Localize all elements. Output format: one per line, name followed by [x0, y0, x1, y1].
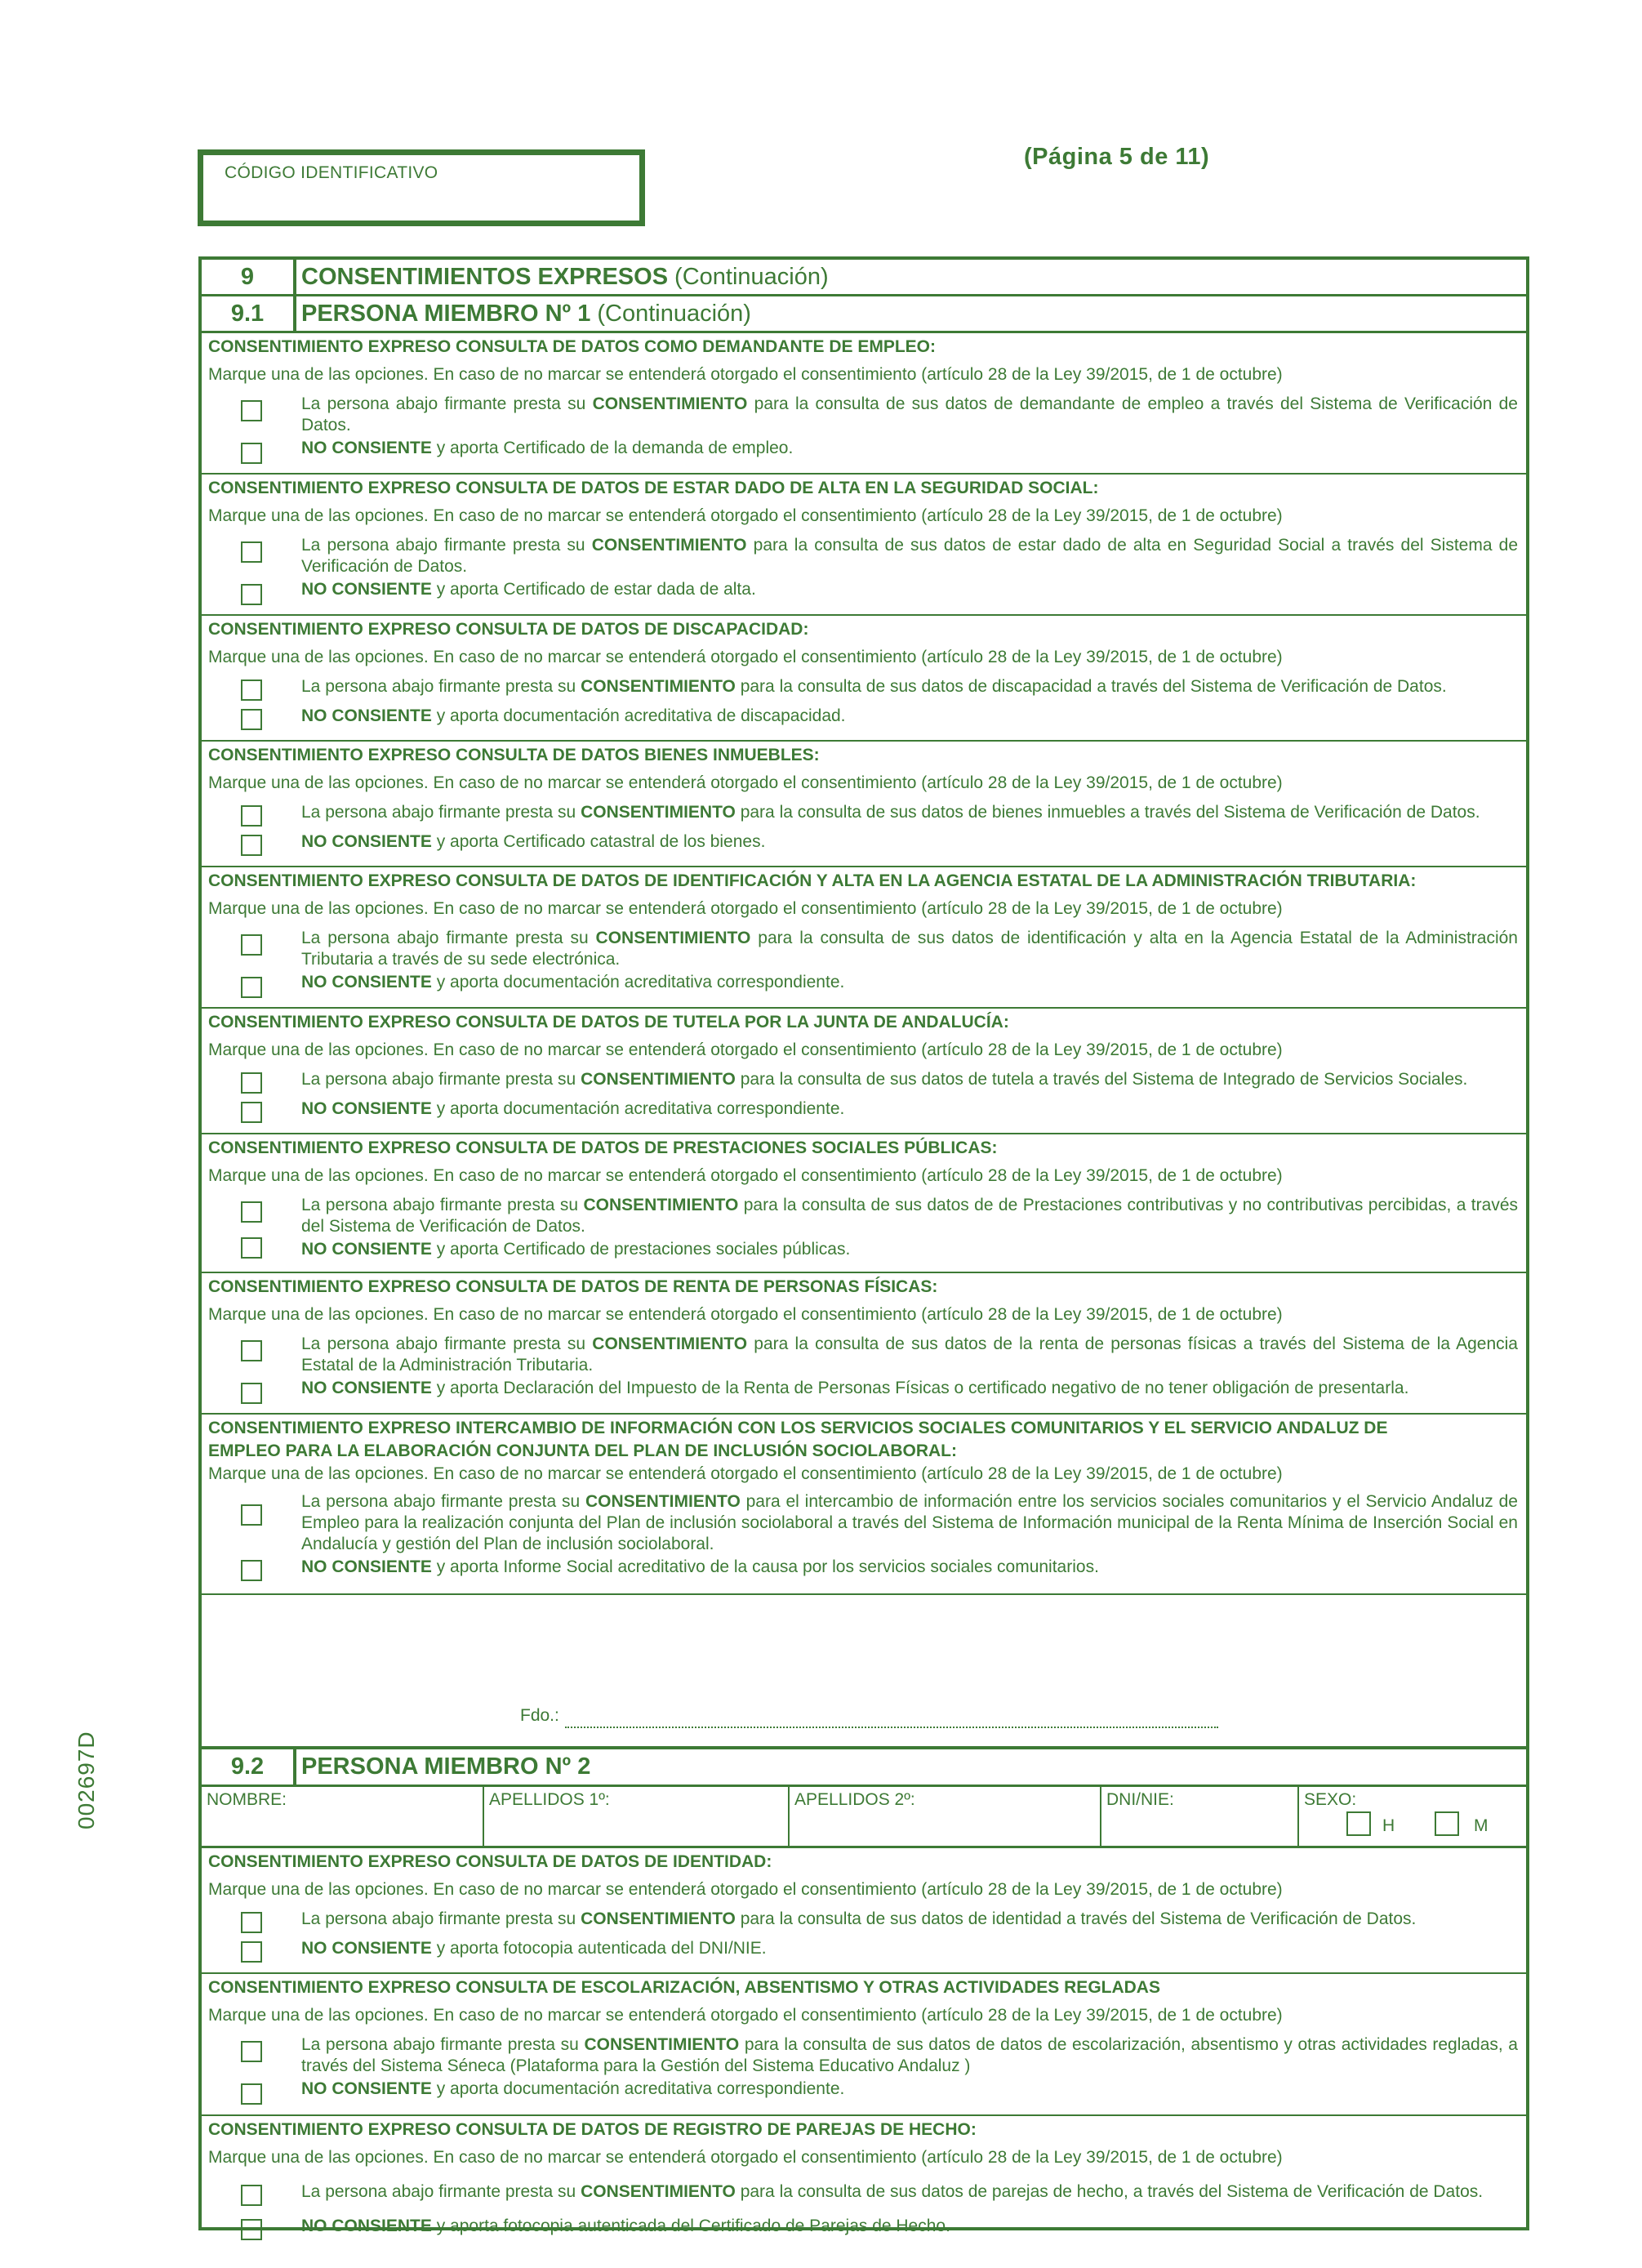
block-instruction: Marque una de las opciones. En caso de no marcar se entenderá otorgado el consentimiento (artículo 28 de la Ley 39/2015, de 1 de octubre) — [208, 1464, 1283, 1483]
block-instruction: Marque una de las opciones. En caso de no marcar se entenderá otorgado el consentimiento (artículo 28 de la Ley 39/2015, de 1 de octubre) — [208, 1305, 1283, 1324]
consent-checkbox[interactable] — [241, 1201, 262, 1223]
consent-checkbox[interactable] — [241, 2041, 262, 2062]
block-title: CONSENTIMIENTO EXPRESO CONSULTA DE DATOS DE DISCAPACIDAD: — [208, 620, 809, 639]
block-title: CONSENTIMIENTO EXPRESO INTERCAMBIO DE INFORMACIÓN CON LOS SERVICIOS SOCIALES COMUNITARIOS Y EL SERVICIO ANDALUZ DE — [208, 1419, 1388, 1437]
no-consent-option-text: NO CONSIENTE y aporta Informe Social acreditativo de la causa por los servicios sociales comunitarios. — [301, 1557, 1099, 1576]
no-consent-checkbox[interactable] — [241, 1102, 262, 1123]
consent-block-identity — [202, 1848, 1526, 1974]
block-title: CONSENTIMIENTO EXPRESO CONSULTA DE DATOS BIENES INMUEBLES: — [208, 746, 820, 764]
nombre-label: NOMBRE: — [207, 1790, 287, 1809]
block-title: CONSENTIMIENTO EXPRESO CONSULTA DE DATOS DE TUTELA POR LA JUNTA DE ANDALUCÍA: — [208, 1013, 1009, 1032]
section-number: 9.1 — [202, 296, 296, 331]
consent-block-tax-agency — [202, 867, 1526, 1009]
consent-option-text: La persona abajo firmante presta su CONSENTIMIENTO para la consulta de sus datos de estar dado de alta en Seguridad Social a través del Sistema de Verificación de Datos. — [301, 536, 1519, 576]
signature-line[interactable] — [565, 1727, 1218, 1728]
apellido2-field[interactable] — [788, 1787, 1100, 1846]
no-consent-option-text: NO CONSIENTE y aporta documentación acreditativa de discapacidad. — [301, 706, 846, 725]
section-title-continuation: (Continuación) — [674, 263, 829, 290]
consent-block-social-benefits — [202, 1134, 1526, 1273]
nombre-field[interactable] — [202, 1787, 483, 1846]
consent-block-social-security — [202, 475, 1526, 616]
consent-block-schooling — [202, 1974, 1526, 2116]
no-consent-option-text: NO CONSIENTE y aporta documentación acreditativa correspondiente. — [301, 1099, 845, 1118]
section-title-continuation: (Continuación) — [597, 300, 751, 327]
page-number: (Página 5 de 11) — [1024, 144, 1210, 170]
apellido1-label: APELLIDOS 1º: — [489, 1790, 610, 1809]
consent-block-real-estate — [202, 742, 1526, 867]
signature-label: Fdo.: — [520, 1706, 559, 1725]
dni-field[interactable] — [1100, 1787, 1297, 1846]
no-consent-option-text: NO CONSIENTE y aporta documentación acreditativa correspondiente. — [301, 2079, 845, 2098]
consent-option-text: La persona abajo firmante presta su CONSENTIMIENTO para el intercambio de información entre los servicios sociales comunitarios y el Servicio Andaluz de Empleo para la realización conjunta del Plan de inclusión sociolaboral a través del Sistema de Información municipal de la Renta Mínima de Inserción Social en Andalucía y gestión del Plan de inclusión sociolaboral. — [301, 1492, 1518, 1553]
sex-h-checkbox[interactable] — [1346, 1811, 1371, 1836]
consent-checkbox[interactable] — [241, 934, 262, 956]
consent-checkbox[interactable] — [241, 1504, 262, 1526]
sex-h-label: H — [1382, 1816, 1395, 1835]
code-label: CÓDIGO IDENTIFICATIVO — [225, 163, 438, 182]
no-consent-checkbox[interactable] — [241, 1560, 262, 1581]
consent-option-text: La persona abajo firmante presta su CONSENTIMIENTO para la consulta de sus datos de identificación y alta en la Agencia Estatal de la Administración Tributaria a través de su sede electrónica. — [301, 929, 1518, 969]
no-consent-checkbox[interactable] — [241, 977, 262, 998]
section-number: 9.2 — [202, 1749, 296, 1785]
section-number: 9 — [202, 260, 296, 294]
consent-block-information-exchange — [202, 1415, 1526, 1595]
block-instruction: Marque una de las opciones. En caso de no marcar se entenderá otorgado el consentimiento (artículo 28 de la Ley 39/2015, de 1 de octubre) — [208, 648, 1283, 666]
consent-block-income-tax — [202, 1273, 1526, 1415]
consent-block-guardianship — [202, 1009, 1526, 1134]
block-instruction: Marque una de las opciones. En caso de no marcar se entenderá otorgado el consentimiento (artículo 28 de la Ley 39/2015, de 1 de octubre) — [208, 773, 1283, 792]
no-consent-checkbox[interactable] — [241, 835, 262, 856]
no-consent-option-text: NO CONSIENTE y aporta fotocopia autenticada del DNI/NIE. — [301, 1939, 767, 1958]
no-consent-checkbox[interactable] — [241, 2219, 262, 2240]
no-consent-option-text: NO CONSIENTE y aporta Certificado de la demanda de empleo. — [301, 439, 794, 457]
no-consent-checkbox[interactable] — [241, 1941, 262, 1963]
signature-area — [202, 1595, 1526, 1749]
section-9-2-header — [202, 1749, 1526, 1787]
consent-checkbox[interactable] — [241, 1912, 262, 1933]
identification-code-box[interactable] — [198, 149, 645, 226]
no-consent-option-text: NO CONSIENTE y aporta Certificado de prestaciones sociales públicas. — [301, 1240, 851, 1259]
section-9-1-header — [202, 296, 1526, 333]
block-title-line2: EMPLEO PARA LA ELABORACIÓN CONJUNTA DEL PLAN DE INCLUSIÓN SOCIOLABORAL: — [208, 1441, 958, 1460]
side-form-code: 002697D — [73, 1731, 99, 1829]
no-consent-checkbox[interactable] — [241, 584, 262, 605]
consent-form — [198, 256, 1529, 2235]
sexo-label: SEXO: — [1304, 1790, 1357, 1809]
section-9-header — [202, 260, 1526, 296]
apellido2-label: APELLIDOS 2º: — [794, 1790, 915, 1809]
block-title: CONSENTIMIENTO EXPRESO CONSULTA DE DATOS DE REGISTRO DE PAREJAS DE HECHO: — [208, 2120, 977, 2139]
block-instruction: Marque una de las opciones. En caso de no marcar se entenderá otorgado el consentimiento (artículo 28 de la Ley 39/2015, de 1 de octubre) — [208, 2006, 1283, 2025]
person-data-row — [202, 1787, 1526, 1848]
block-instruction: Marque una de las opciones. En caso de no marcar se entenderá otorgado el consentimiento (artículo 28 de la Ley 39/2015, de 1 de octubre) — [208, 506, 1283, 525]
section-title: CONSENTIMIENTOS EXPRESOS — [301, 263, 669, 290]
consent-option-text: La persona abajo firmante presta su CONSENTIMIENTO para la consulta de sus datos de bienes inmuebles a través del Sistema de Verificación de Datos. — [301, 803, 1480, 822]
no-consent-checkbox[interactable] — [241, 1383, 262, 1404]
no-consent-option-text: NO CONSIENTE y aporta Declaración del Impuesto de la Renta de Personas Físicas o certificado negativo de no tener obligación de presentarla. — [301, 1379, 1409, 1397]
dni-label: DNI/NIE: — [1106, 1790, 1174, 1809]
no-consent-checkbox[interactable] — [241, 1237, 262, 1259]
consent-option-text: La persona abajo firmante presta su CONSENTIMIENTO para la consulta de sus datos de parejas de hecho, a través del Sistema de Verificación de Datos. — [301, 2182, 1484, 2201]
consent-checkbox[interactable] — [241, 541, 262, 563]
sexo-field — [1297, 1787, 1526, 1846]
consent-option-text: La persona abajo firmante presta su CONSENTIMIENTO para la consulta de sus datos de discapacidad a través del Sistema de Verificación de Datos. — [301, 677, 1447, 696]
block-instruction: Marque una de las opciones. En caso de no marcar se entenderá otorgado el consentimiento (artículo 28 de la Ley 39/2015, de 1 de octubre) — [208, 1880, 1283, 1899]
consent-checkbox[interactable] — [241, 2185, 262, 2206]
block-title: CONSENTIMIENTO EXPRESO CONSULTA DE ESCOLARIZACIÓN, ABSENTISMO Y OTRAS ACTIVIDADES REGLADAS — [208, 1978, 1160, 1997]
consent-checkbox[interactable] — [241, 805, 262, 827]
sex-m-label: M — [1474, 1816, 1488, 1835]
block-instruction: Marque una de las opciones. En caso de no marcar se entenderá otorgado el consentimiento (artículo 28 de la Ley 39/2015, de 1 de octubre) — [208, 1166, 1283, 1185]
consent-option-text: La persona abajo firmante presta su CONSENTIMIENTO para la consulta de sus datos de identidad a través del Sistema de Verificación de Datos. — [301, 1909, 1417, 1928]
no-consent-option-text: NO CONSIENTE y aporta Certificado de estar dada de alta. — [301, 580, 756, 599]
consent-option-text: La persona abajo firmante presta su CONSENTIMIENTO para la consulta de sus datos de la renta de personas físicas a través del Sistema de la Agencia Estatal de la Administración Tributaria. — [301, 1335, 1518, 1375]
block-instruction: Marque una de las opciones. En caso de no marcar se entenderá otorgado el consentimiento (artículo 28 de la Ley 39/2015, de 1 de octubre) — [208, 899, 1283, 918]
consent-checkbox[interactable] — [241, 1340, 262, 1361]
block-title: CONSENTIMIENTO EXPRESO CONSULTA DE DATOS DE IDENTIFICACIÓN Y ALTA EN LA AGENCIA ESTATAL DE LA ADMINISTRACIÓN TRIBUTARIA: — [208, 871, 1417, 890]
consent-checkbox[interactable] — [241, 1072, 262, 1094]
no-consent-checkbox[interactable] — [241, 2083, 262, 2105]
consent-option-text: La persona abajo firmante presta su CONSENTIMIENTO para la consulta de sus datos de de Prestaciones contributivas y no contributivas percibidas, a través del Sistema de Verificación de Datos. — [301, 1196, 1518, 1236]
section-title: PERSONA MIEMBRO Nº 2 — [301, 1753, 591, 1780]
block-title: CONSENTIMIENTO EXPRESO CONSULTA DE DATOS DE ESTAR DADO DE ALTA EN LA SEGURIDAD SOCIAL: — [208, 479, 1099, 497]
block-title: CONSENTIMIENTO EXPRESO CONSULTA DE DATOS COMO DEMANDANTE DE EMPLEO: — [208, 337, 936, 356]
no-consent-checkbox[interactable] — [241, 443, 262, 464]
consent-option-text: La persona abajo firmante presta su CONSENTIMIENTO para la consulta de sus datos de demandante de empleo a través del Sistema de Verificación de Datos. — [301, 394, 1518, 434]
section-title: PERSONA MIEMBRO Nº 1 — [301, 300, 591, 327]
consent-option-text: La persona abajo firmante presta su CONSENTIMIENTO para la consulta de sus datos de datos de escolarización, absentismo y otras actividades regladas, a través del Sistema Séneca (Plataforma para la Gestión del Sistema Educativo Andaluz ) — [301, 2035, 1518, 2075]
consent-block-disability — [202, 616, 1526, 742]
no-consent-option-text: NO CONSIENTE y aporta Certificado catastral de los bienes. — [301, 832, 766, 851]
sex-m-checkbox[interactable] — [1435, 1811, 1459, 1836]
no-consent-option-text: NO CONSIENTE y aporta documentación acreditativa correspondiente. — [301, 973, 845, 991]
consent-checkbox[interactable] — [241, 400, 262, 421]
consent-block-domestic-partnership — [202, 2116, 1526, 2247]
block-instruction: Marque una de las opciones. En caso de no marcar se entenderá otorgado el consentimiento (artículo 28 de la Ley 39/2015, de 1 de octubre) — [208, 365, 1283, 384]
consent-option-text: La persona abajo firmante presta su CONSENTIMIENTO para la consulta de sus datos de tutela a través del Sistema de Integrado de Servicios Sociales. — [301, 1070, 1468, 1089]
block-title: CONSENTIMIENTO EXPRESO CONSULTA DE DATOS DE PRESTACIONES SOCIALES PÚBLICAS: — [208, 1138, 998, 1157]
block-instruction: Marque una de las opciones. En caso de no marcar se entenderá otorgado el consentimiento (artículo 28 de la Ley 39/2015, de 1 de octubre) — [208, 1040, 1283, 1059]
no-consent-checkbox[interactable] — [241, 709, 262, 730]
block-title: CONSENTIMIENTO EXPRESO CONSULTA DE DATOS DE IDENTIDAD: — [208, 1852, 772, 1871]
consent-block-employment — [202, 333, 1526, 475]
block-title: CONSENTIMIENTO EXPRESO CONSULTA DE DATOS DE RENTA DE PERSONAS FÍSICAS: — [208, 1277, 938, 1296]
apellido1-field[interactable] — [483, 1787, 788, 1846]
consent-checkbox[interactable] — [241, 680, 262, 701]
no-consent-option-text: NO CONSIENTE y aporta fotocopia autenticada del Certificado de Parejas de Hecho. — [301, 2217, 950, 2235]
block-instruction: Marque una de las opciones. En caso de no marcar se entenderá otorgado el consentimiento (artículo 28 de la Ley 39/2015, de 1 de octubre) — [208, 2148, 1283, 2167]
